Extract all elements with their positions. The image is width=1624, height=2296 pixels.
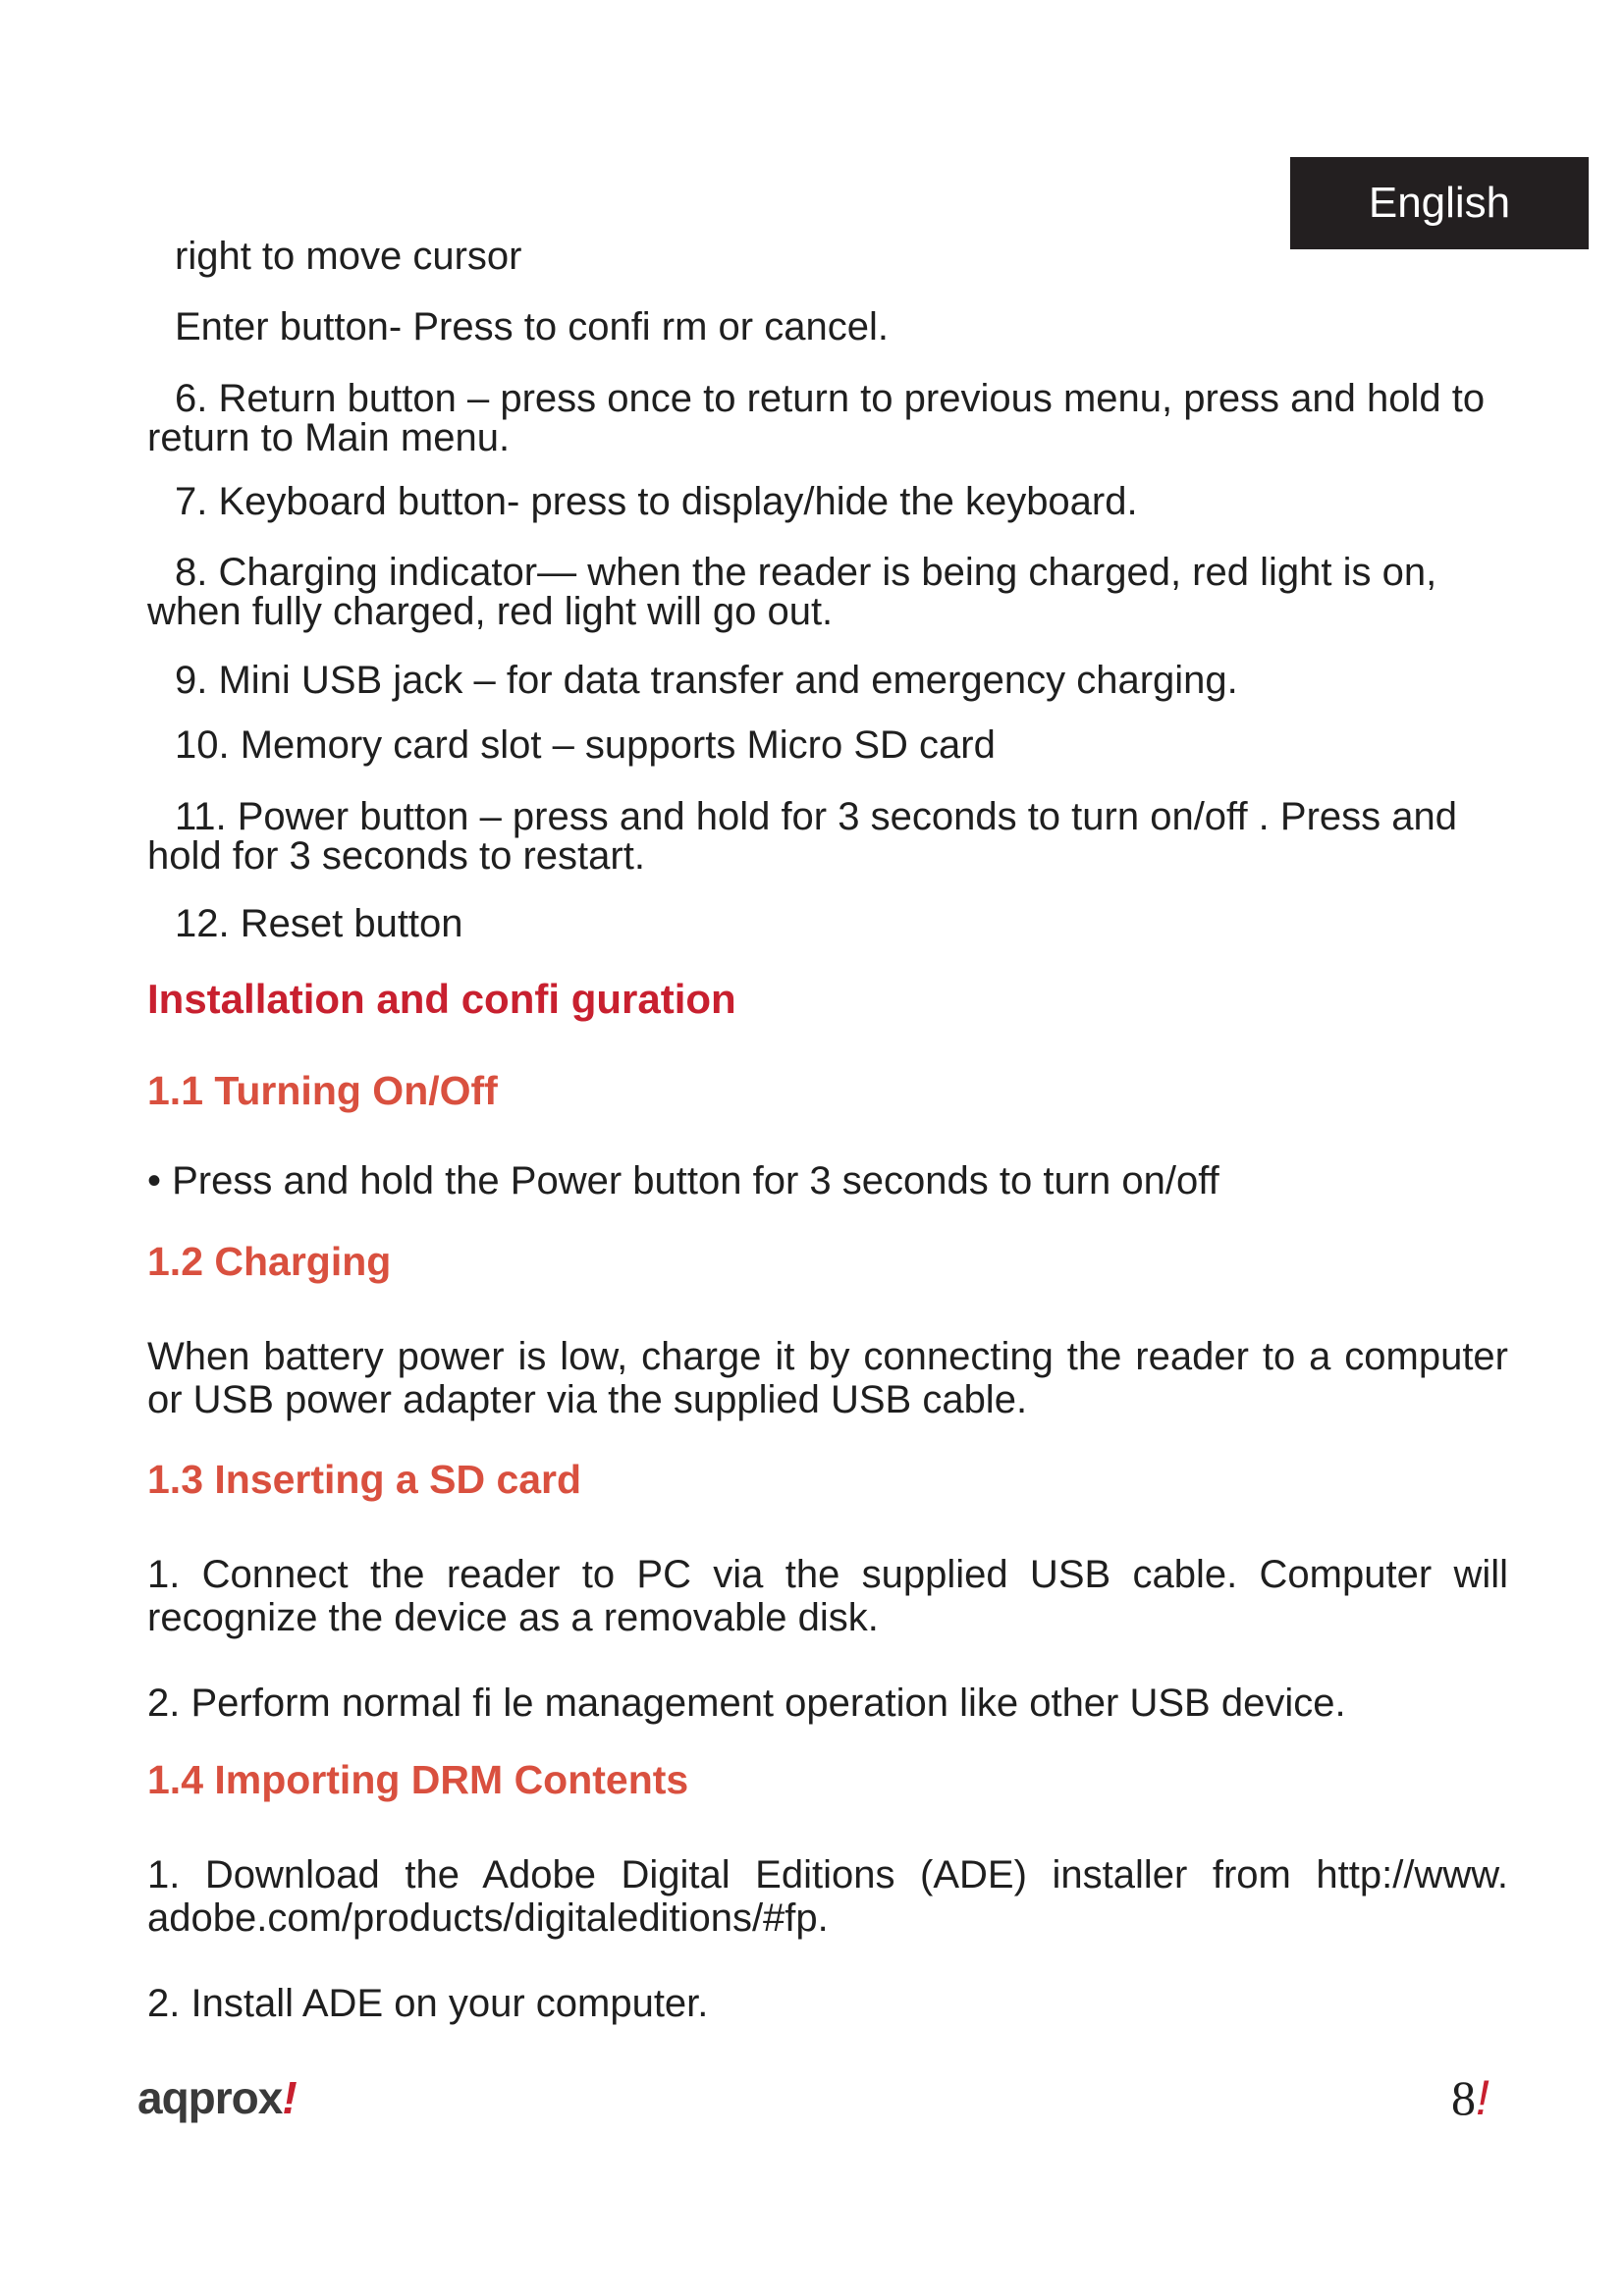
paragraph: 2. Perform normal fi le management operation like other USB device. [147, 1682, 1346, 1725]
section-heading: 1.4 Importing DRM Contents [147, 1757, 689, 1802]
page-number-mark: ! [1476, 2070, 1489, 2125]
section-title: Installation and confi guration [147, 976, 736, 1022]
brand-logo-mark: ! [282, 2072, 297, 2123]
list-item: 12. Reset button [175, 902, 463, 945]
list-item: 10. Memory card slot – supports Micro SD card [175, 723, 996, 767]
list-line: right to move cursor [175, 235, 522, 278]
section-heading: 1.1 Turning On/Off [147, 1068, 498, 1113]
page-number [1451, 2069, 1489, 2126]
list-item: 6. Return button – press once to return to previous menu, press and hold to return to Main menu. [147, 377, 1486, 459]
paragraph: 1. Download the Adobe Digital Editions (ADE) installer from http://www. adobe.com/products/digitaleditions/#fp. [147, 1853, 1508, 1940]
page-number-value: 8 [1451, 2070, 1476, 2125]
list-item: 7. Keyboard button- press to display/hide the keyboard. [175, 480, 1138, 523]
section-heading: 1.2 Charging [147, 1239, 392, 1284]
brand-logo [137, 2071, 297, 2124]
list-item: 8. Charging indicator— when the reader is being charged, red light is on, when fully charged, red light will go out. [147, 551, 1437, 633]
paragraph: When battery power is low, charge it by connecting the reader to a computer or USB power adapter via the supplied USB cable. [147, 1335, 1508, 1421]
list-item: 11. Power button – press and hold for 3 seconds to turn on/off . Press and hold for 3 seconds to restart. [147, 795, 1457, 878]
paragraph: 2. Install ADE on your computer. [147, 1982, 709, 2025]
list-item: 9. Mini USB jack – for data transfer and emergency charging. [175, 659, 1238, 702]
bullet-paragraph: • Press and hold the Power button for 3 seconds to turn on/off [147, 1159, 1219, 1202]
brand-logo-text: aqprox [137, 2072, 283, 2123]
language-tab: English [1290, 157, 1589, 249]
list-line: Enter button- Press to confi rm or cancel. [175, 305, 889, 348]
paragraph: 1. Connect the reader to PC via the supplied USB cable. Computer will recognize the device as a removable disk. [147, 1553, 1508, 1639]
section-heading: 1.3 Inserting a SD card [147, 1457, 582, 1502]
